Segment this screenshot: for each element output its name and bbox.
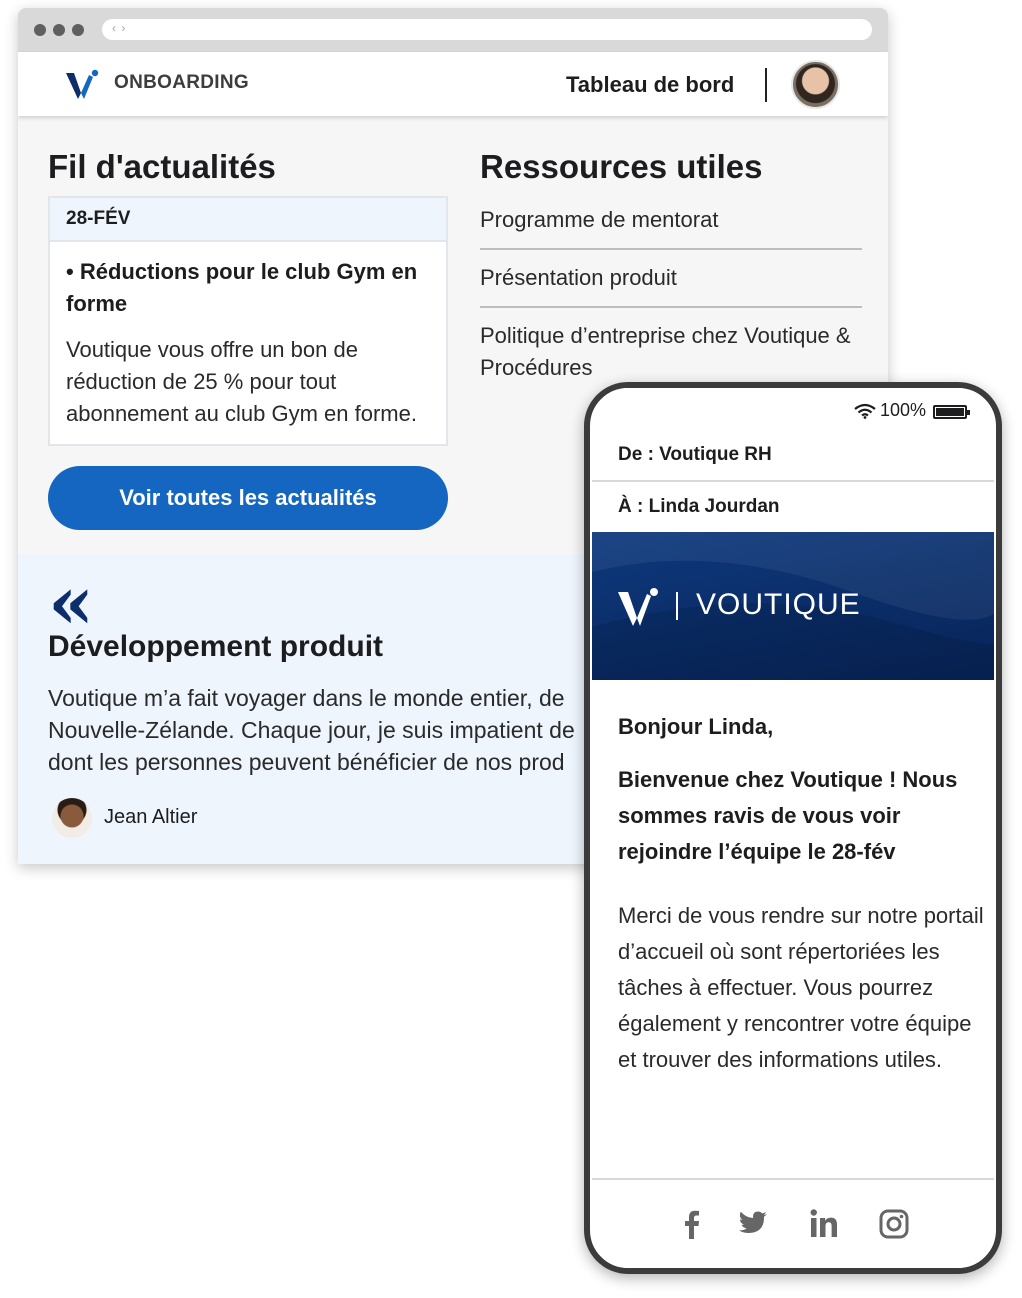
battery-percentage: 100% bbox=[880, 400, 927, 420]
browser-chrome bbox=[18, 8, 888, 52]
app-title: ONBOARDING bbox=[114, 72, 249, 93]
news-card bbox=[48, 196, 448, 446]
resource-link-product[interactable]: Présentation produit bbox=[480, 262, 862, 308]
resource-link-mentoring[interactable]: Programme de mentorat bbox=[480, 204, 862, 250]
news-body: Voutique vous offre un bon de réduction de 25 % pour tout abonnement au club Gym en forme. bbox=[66, 337, 417, 426]
linkedin-icon[interactable] bbox=[806, 1206, 842, 1242]
email-footer-divider bbox=[592, 1178, 994, 1180]
app-header bbox=[18, 52, 888, 116]
author-avatar bbox=[52, 798, 92, 838]
battery-icon bbox=[933, 405, 967, 419]
phone-status-bar bbox=[592, 388, 994, 430]
resource-link-policy[interactable]: Politique d’entreprise chez Voutique & Procédures bbox=[480, 323, 851, 380]
testimonial-line: Nouvelle-Zélande. Chaque jour, je suis impatient de bbox=[48, 717, 575, 743]
twitter-icon[interactable] bbox=[734, 1206, 770, 1242]
instagram-icon[interactable] bbox=[876, 1206, 912, 1242]
quote-icon: « bbox=[48, 560, 95, 646]
wifi-icon bbox=[854, 403, 876, 419]
nav-arrows-icon[interactable]: ‹ › bbox=[112, 21, 127, 35]
header-divider bbox=[765, 68, 767, 102]
email-banner bbox=[592, 532, 994, 680]
resources-section-title: Ressources utiles bbox=[480, 148, 763, 185]
window-maximize-dot[interactable] bbox=[72, 24, 84, 36]
nav-dashboard-link[interactable]: Tableau de bord bbox=[566, 72, 735, 97]
phone-screen bbox=[592, 388, 994, 1268]
voutique-banner-logo-icon bbox=[616, 584, 660, 630]
facebook-icon[interactable] bbox=[674, 1206, 710, 1242]
author-name: Jean Altier bbox=[104, 806, 198, 828]
testimonial-line: dont les personnes peuvent bénéficier de nos prod bbox=[48, 749, 565, 775]
news-date: 28-FÉV bbox=[50, 198, 446, 242]
news-section-title: Fil d'actualités bbox=[48, 148, 276, 185]
email-greeting: Bonjour Linda, bbox=[618, 714, 774, 739]
testimonial-line: Voutique m’a fait voyager dans le monde entier, de bbox=[48, 685, 565, 711]
address-bar[interactable] bbox=[102, 19, 872, 40]
email-welcome: Bienvenue chez Voutique ! Nous sommes ravis de vous voir rejoindre l’équipe le 28-fév bbox=[618, 767, 958, 864]
testimonial-body bbox=[48, 682, 608, 778]
user-avatar[interactable] bbox=[791, 60, 840, 109]
banner-divider bbox=[676, 592, 678, 620]
email-to: À : Linda Jourdan bbox=[618, 496, 780, 517]
testimonial-title: Développement produit bbox=[48, 630, 384, 663]
window-close-dot[interactable] bbox=[34, 24, 46, 36]
news-heading: • Réductions pour le club Gym en forme bbox=[66, 259, 418, 316]
see-all-news-button[interactable]: Voir toutes les actualités bbox=[48, 466, 448, 530]
email-from: De : Voutique RH bbox=[592, 432, 994, 482]
voutique-logo-icon[interactable] bbox=[64, 67, 100, 103]
banner-brand-name: VOUTIQUE bbox=[696, 588, 861, 621]
phone-frame bbox=[584, 382, 1002, 1274]
window-minimize-dot[interactable] bbox=[53, 24, 65, 36]
email-body: Merci de vous rendre sur notre portail d’accueil où sont répertoriées les tâches à effectuer. Vous pourrez également y rencontrer votre équipe et trouver des informations utiles. bbox=[618, 903, 984, 1072]
